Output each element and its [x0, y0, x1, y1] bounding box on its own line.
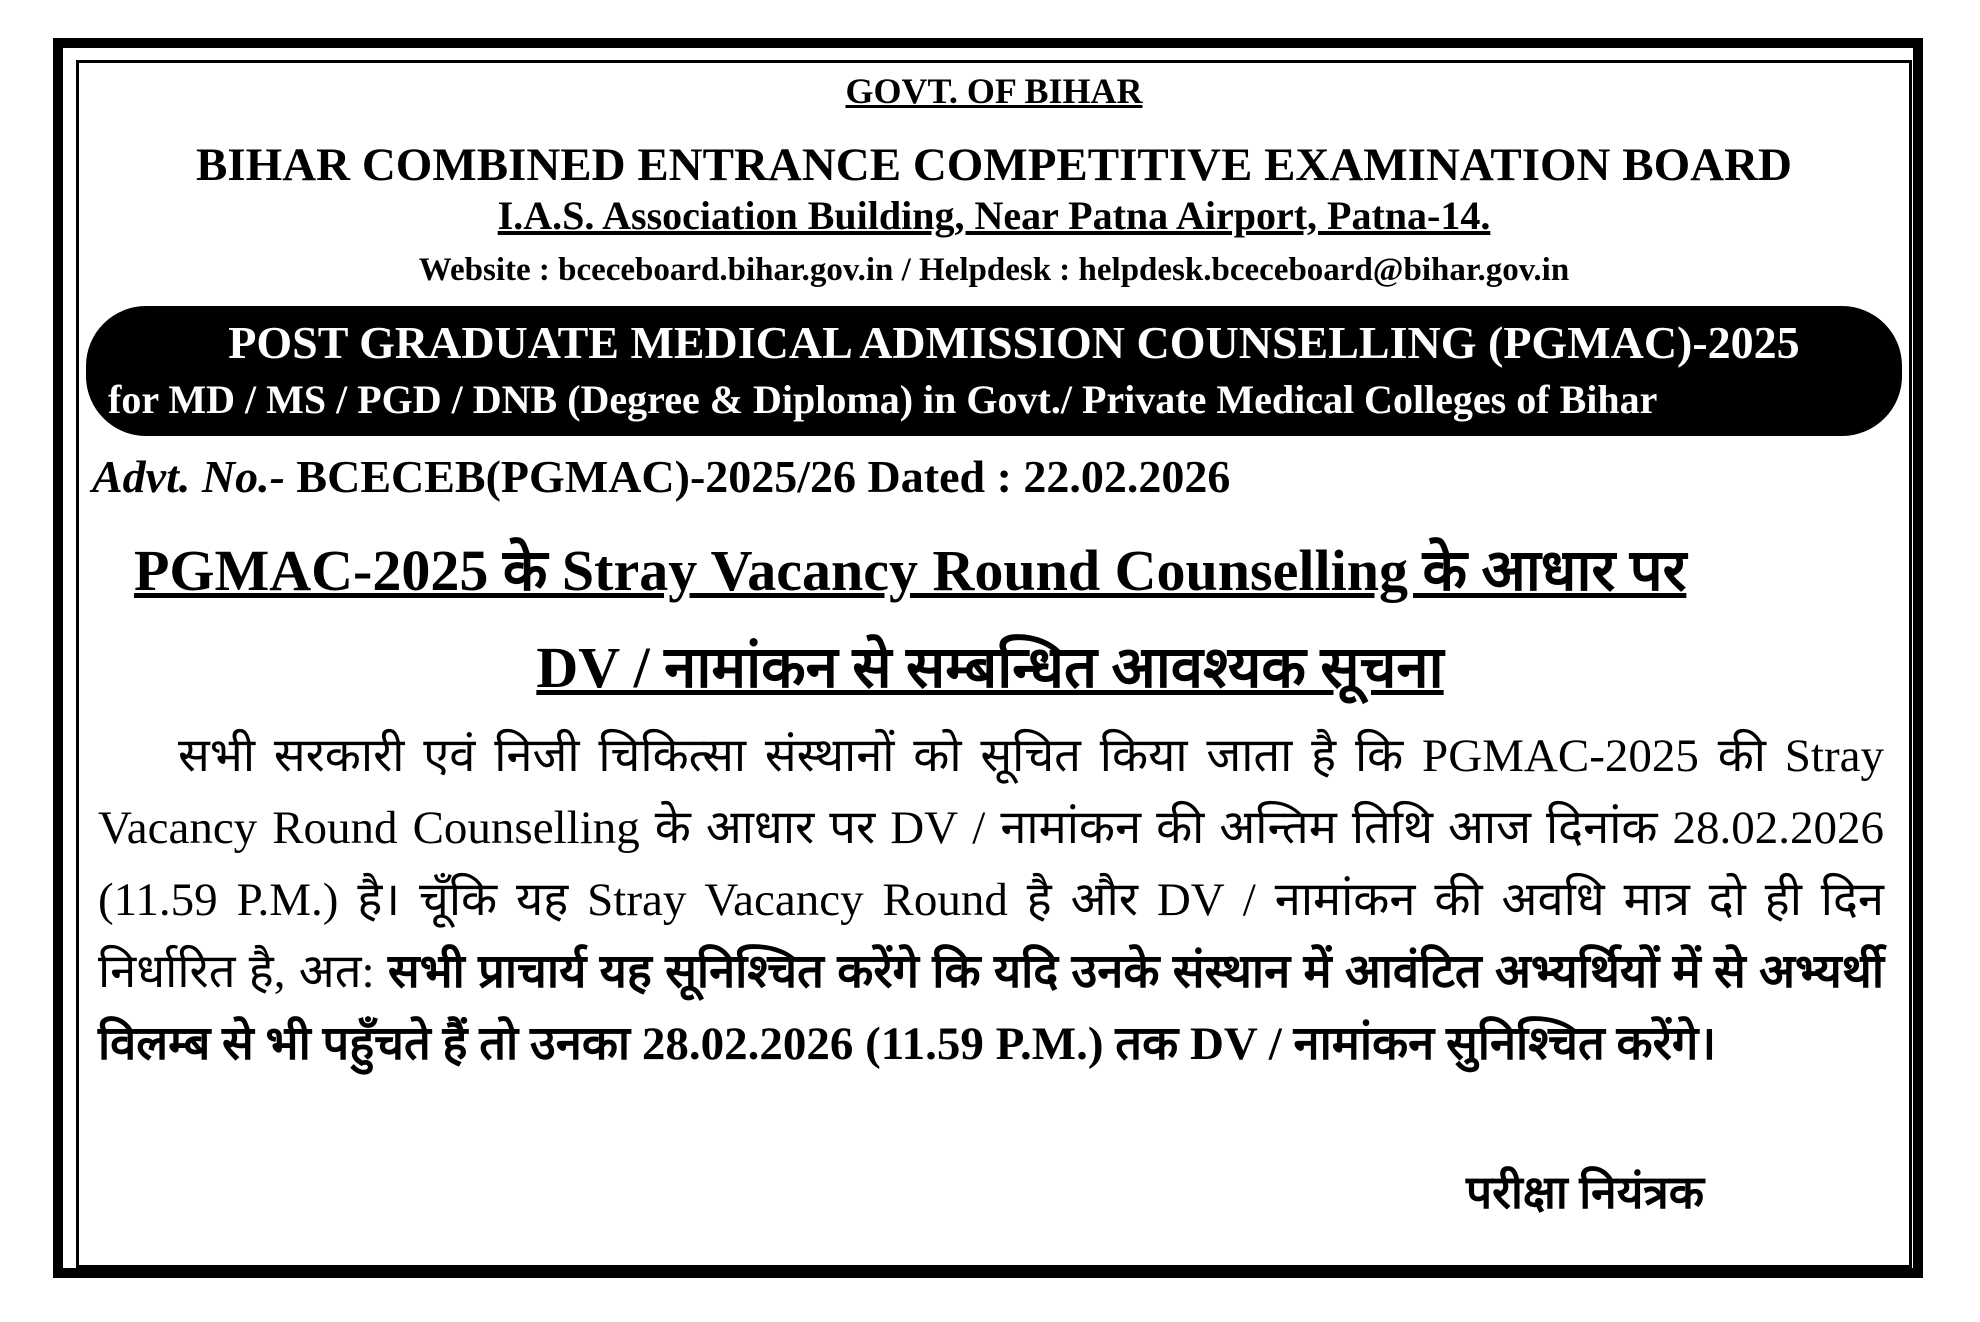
advt-label: Advt. No.-: [92, 451, 285, 502]
notice-body: [98, 720, 1884, 1080]
notice-heading-line1: PGMAC-2025 के Stray Vacancy Round Counselling के आधार पर: [134, 538, 1687, 603]
board-address: I.A.S. Association Building, Near Patna Airport, Patna-14.: [497, 193, 1491, 238]
advt-value: BCECEB(PGMAC)-2025/26 Dated : 22.02.2026: [284, 451, 1231, 502]
banner-title: POST GRADUATE MEDICAL ADMISSION COUNSELLING (PGMAC)-2025: [228, 317, 1800, 368]
banner-subtitle: for MD / MS / PGD / DNB (Degree & Diploma) in Govt./ Private Medical Colleges of Bihar: [108, 377, 1658, 422]
govt-title: GOVT. OF BIHAR: [845, 71, 1143, 111]
signature: परीक्षा नियंत्रक: [1466, 1167, 1705, 1218]
board-name: BIHAR COMBINED ENTRANCE COMPETITIVE EXAMINATION BOARD: [196, 139, 1792, 191]
body-bold-text: सभी प्राचार्य यह सूनिश्चित करेंगे कि यदि उनके संस्थान में आवंटित अभ्यर्थियों में से अभ्यर्थी विलम्ब से भी पहुँचते हैं तो उनका 28.02.2026 (11.59 P.M.) तक DV / नामांकन सुनिश्चित करेंगे।: [98, 946, 1884, 1070]
contact-line: Website : bceceboard.bihar.gov.in / Helpdesk : helpdesk.bceceboard@bihar.gov.in: [418, 252, 1570, 288]
advertisement-number: [92, 450, 1230, 503]
counselling-banner: [86, 306, 1902, 436]
notice-heading-line2: DV / नामांकन से सम्बन्धित आवश्यक सूचना: [536, 635, 1444, 700]
body-text: सभी सरकारी एवं निजी चिकित्सा संस्थानों को सूचित किया जाता है कि PGMAC-2025 की Stray Vacancy Round Counselling के आधार पर DV / नामांकन की अन्तिम तिथि आज दिनांक 28.02.2026 (11.59 P.M.) है। चूँकि यह Stray Vacancy Round है और DV / नामांकन की अवधि मात्र दो ही दिन निर्धारित है, अत:: [98, 730, 1884, 998]
